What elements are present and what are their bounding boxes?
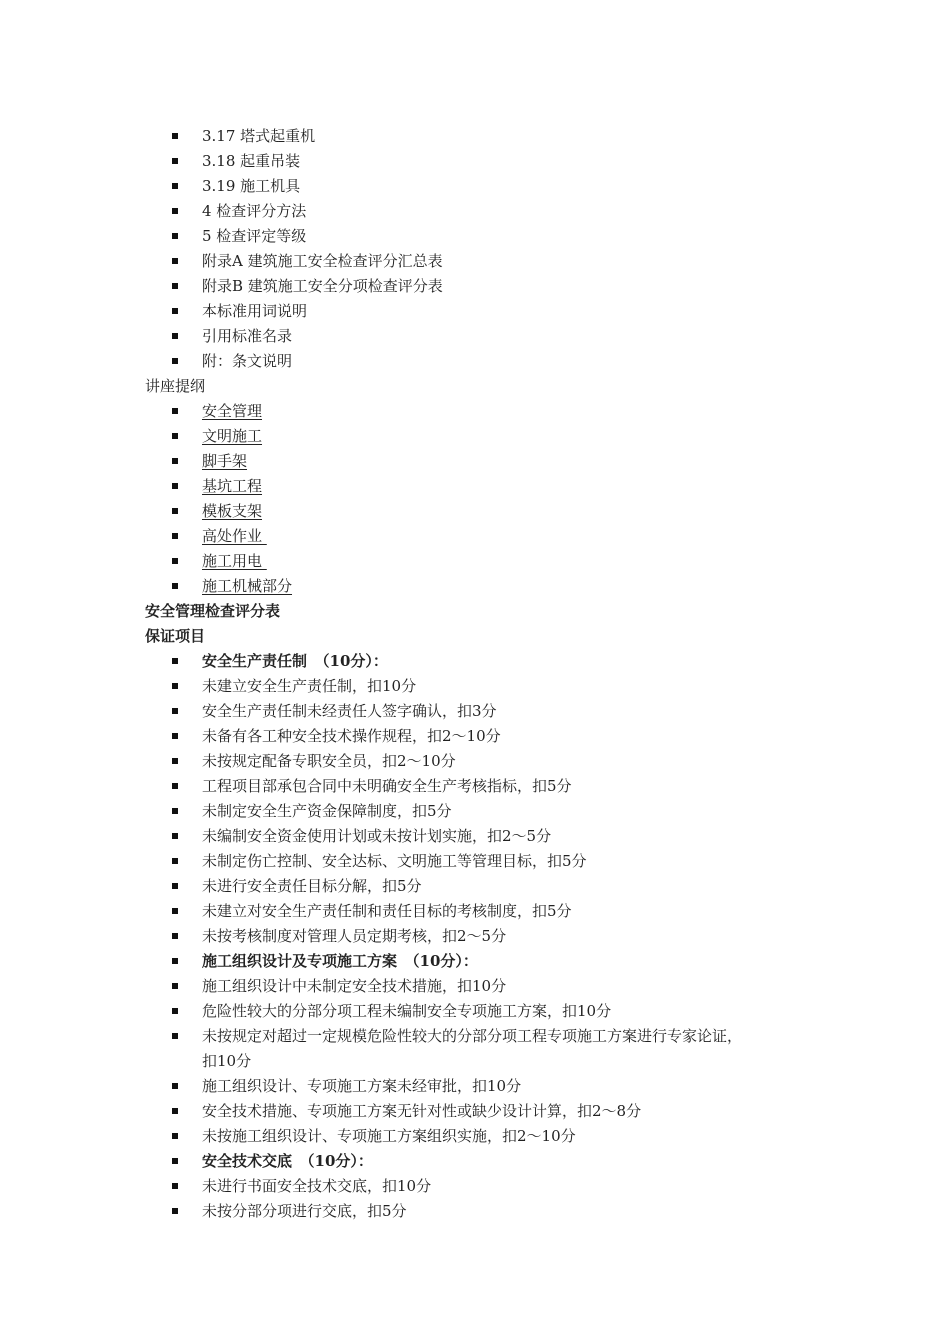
square-bullet-icon [172,333,178,339]
item-text: 未建立安全生产责任制，扣10分 [202,677,417,695]
outline-link-safety-management[interactable]: 安全管理 [202,402,263,420]
list-item [0,999,950,1024]
outline-link-civilized-construction[interactable]: 文明施工 [202,427,263,445]
square-bullet-icon [172,783,178,789]
item-text: 未按规定对超过一定规模危险性较大的分部分项工程专项施工方案进行专家论证， [202,1027,743,1045]
square-bullet-icon [172,1033,178,1039]
square-bullet-icon [172,358,178,364]
square-bullet-icon [172,733,178,739]
item-text: 安全技术措施、专项施工方案无针对性或缺少设计计算，扣2～8分 [202,1102,642,1120]
list-item [0,299,950,324]
list-item [0,249,950,274]
square-bullet-icon [172,308,178,314]
group-heading-text: 施工组织设计及专项施工方案 （10分）： [202,952,478,970]
square-bullet-icon [172,683,178,689]
square-bullet-icon [172,858,178,864]
square-bullet-icon [172,558,178,564]
table-title: 安全管理检查评分表 [145,602,281,620]
square-bullet-icon [172,708,178,714]
item-text: 未编制安全资金使用计划或未按计划实施，扣2～5分 [202,827,552,845]
toc-item-text: 本标准用词说明 [202,302,308,320]
item-text: 工程项目部承包合同中未明确安全生产考核指标，扣5分 [202,777,572,795]
toc-item-text: 附录B 建筑施工安全分项检查评分表 [202,277,443,295]
square-bullet-icon [172,958,178,964]
list-item [0,1074,950,1099]
list-item [0,399,950,424]
list-item [0,749,950,774]
document-content [0,124,950,1224]
list-item [0,124,950,149]
item-text: 未按分部分项进行交底，扣5分 [202,1202,407,1220]
list-item [0,774,950,799]
item-text: 未按施工组织设计、专项施工方案组织实施，扣2～10分 [202,1127,576,1145]
list-item [0,199,950,224]
list-item [0,824,950,849]
square-bullet-icon [172,208,178,214]
item-text: 未制定伤亡控制、安全达标、文明施工等管理目标，扣5分 [202,852,587,870]
square-bullet-icon [172,483,178,489]
item-text: 未进行安全责任目标分解，扣5分 [202,877,422,895]
toc-item-text: 3.19 施工机具 [202,177,301,195]
outline-title: 讲座提纲 [145,377,206,395]
square-bullet-icon [172,758,178,764]
square-bullet-icon [172,908,178,914]
item-text: 危险性较大的分部分项工程未编制安全专项施工方案，扣10分 [202,1002,612,1020]
square-bullet-icon [172,808,178,814]
outline-link-construction-electricity[interactable]: 施工用电 [202,552,267,570]
square-bullet-icon [172,1133,178,1139]
outline-link-scaffolding[interactable]: 脚手架 [202,452,248,470]
group-heading [0,1149,950,1174]
list-item [0,1024,950,1049]
list-item [0,799,950,824]
toc-item-text: 5 检查评定等级 [202,227,307,245]
toc-item-text: 3.17 塔式起重机 [202,127,316,145]
group-heading-text: 安全技术交底 （10分）： [202,1152,373,1170]
item-text: 施工组织设计、专项施工方案未经审批，扣10分 [202,1077,522,1095]
list-item [0,474,950,499]
toc-item-text: 附：条文说明 [202,352,293,370]
toc-item-text: 3.18 起重吊装 [202,152,301,170]
list-item [0,1174,950,1199]
list-item-continuation: 扣10分 [202,1052,252,1070]
list-item [0,149,950,174]
item-text: 未进行书面安全技术交底，扣10分 [202,1177,432,1195]
toc-item-text: 引用标准名录 [202,327,293,345]
square-bullet-icon [172,1083,178,1089]
list-item [0,549,950,574]
list-item [0,449,950,474]
square-bullet-icon [172,508,178,514]
item-text: 未按考核制度对管理人员定期考核，扣2～5分 [202,927,507,945]
square-bullet-icon [172,158,178,164]
list-item [0,1099,950,1124]
toc-item-text: 4 检查评分方法 [202,202,307,220]
list-item [0,324,950,349]
list-item [0,849,950,874]
item-text: 未制定安全生产资金保障制度，扣5分 [202,802,452,820]
square-bullet-icon [172,933,178,939]
item-text: 未备有各工种安全技术操作规程，扣2～10分 [202,727,501,745]
square-bullet-icon [172,1183,178,1189]
outline-link-work-at-height[interactable]: 高处作业 [202,527,267,545]
section-title: 保证项目 [145,627,206,645]
square-bullet-icon [172,183,178,189]
square-bullet-icon [172,1108,178,1114]
square-bullet-icon [172,233,178,239]
square-bullet-icon [172,283,178,289]
square-bullet-icon [172,583,178,589]
square-bullet-icon [172,1208,178,1214]
square-bullet-icon [172,258,178,264]
list-item [0,1124,950,1149]
item-text: 安全生产责任制未经责任人签字确认，扣3分 [202,702,497,720]
list-item [0,574,950,599]
item-text: 施工组织设计中未制定安全技术措施，扣10分 [202,977,507,995]
square-bullet-icon [172,133,178,139]
list-item [0,174,950,199]
outline-link-formwork-support[interactable]: 模板支架 [202,502,263,520]
list-item [0,224,950,249]
square-bullet-icon [172,458,178,464]
outline-link-construction-machinery[interactable]: 施工机械部分 [202,577,293,595]
list-item [0,924,950,949]
square-bullet-icon [172,833,178,839]
square-bullet-icon [172,658,178,664]
list-item [0,699,950,724]
list-item [0,524,950,549]
square-bullet-icon [172,1158,178,1164]
list-item [0,724,950,749]
list-item [0,899,950,924]
list-item [0,974,950,999]
outline-link-foundation-pit[interactable]: 基坑工程 [202,477,263,495]
square-bullet-icon [172,433,178,439]
item-text: 未按规定配备专职安全员，扣2～10分 [202,752,456,770]
group-heading [0,949,950,974]
list-item [0,674,950,699]
square-bullet-icon [172,983,178,989]
list-item [0,349,950,374]
square-bullet-icon [172,408,178,414]
square-bullet-icon [172,533,178,539]
toc-item-text: 附录A 建筑施工安全检查评分汇总表 [202,252,443,270]
item-text: 未建立对安全生产责任制和责任目标的考核制度，扣5分 [202,902,572,920]
list-item [0,1199,950,1224]
list-item [0,874,950,899]
group-heading [0,649,950,674]
list-item [0,499,950,524]
square-bullet-icon [172,1008,178,1014]
square-bullet-icon [172,883,178,889]
group-heading-text: 安全生产责任制 （10分）： [202,652,388,670]
list-item [0,424,950,449]
list-item [0,274,950,299]
